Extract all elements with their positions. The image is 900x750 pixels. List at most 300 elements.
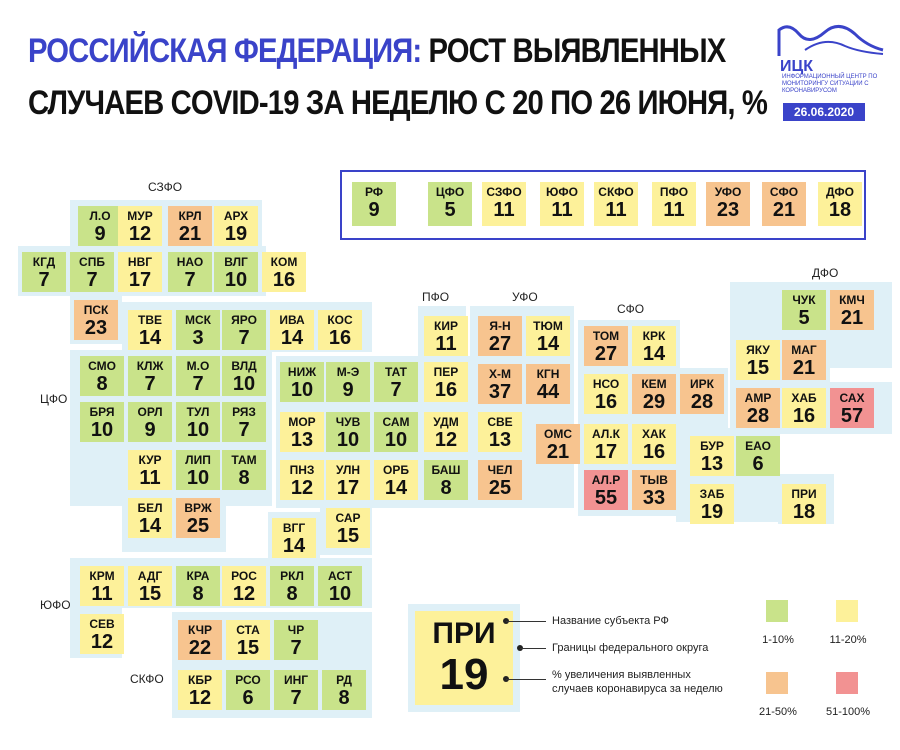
summary-tile (540, 182, 584, 226)
summary-tile-abbr: ПФО (659, 185, 689, 199)
region-tile (736, 340, 780, 380)
region-tile-value: 7 (290, 637, 302, 659)
region-tile-value: 15 (336, 525, 360, 547)
key-callout-name: Название субъекта РФ (552, 615, 669, 627)
region-tile-value: 10 (336, 429, 360, 451)
region-tile (280, 362, 324, 402)
region-tile (632, 374, 676, 414)
summary-tile (352, 182, 396, 226)
region-tile (270, 310, 314, 350)
region-tile-value: 28 (746, 405, 770, 427)
date-badge: 26.06.2020 (783, 103, 865, 121)
region-tile-abbr: ХАБ (791, 391, 817, 405)
region-tile-value: 22 (188, 637, 212, 659)
region-tile (270, 566, 314, 606)
region-tile-abbr: НАО (176, 255, 204, 269)
district-label-sfo: СФО (617, 302, 645, 316)
region-tile (830, 290, 874, 330)
region-tile-value: 7 (38, 269, 50, 291)
region-tile-value: 7 (390, 379, 402, 401)
key-line-border (520, 648, 546, 649)
region-tile-abbr: СВЕ (487, 415, 513, 429)
region-tile-abbr: УДМ (433, 415, 459, 429)
region-tile-value: 12 (128, 223, 152, 245)
region-tile-abbr: КРА (186, 569, 210, 583)
region-tile-abbr: Л.О (89, 209, 111, 223)
region-tile-abbr: КУР (138, 453, 162, 467)
region-tile-abbr: МАГ (791, 343, 817, 357)
region-tile-value: 10 (186, 467, 210, 489)
region-tile-value: 13 (488, 429, 512, 451)
region-tile-abbr: ТАТ (385, 365, 407, 379)
region-tile-abbr: КРЛ (178, 209, 202, 223)
region-tile (536, 424, 580, 464)
region-tile (326, 460, 370, 500)
legend-label: 51-100% (825, 706, 871, 718)
region-tile-abbr: Х-М (489, 367, 511, 381)
summary-tile-abbr: СКФО (598, 185, 634, 199)
region-tile-abbr: Я-Н (489, 319, 511, 333)
title-line-1 (28, 32, 725, 71)
summary-tile (428, 182, 472, 226)
region-tile-abbr: НИЖ (287, 365, 317, 379)
region-tile (478, 364, 522, 404)
region-tile-abbr: ИНГ (283, 673, 309, 687)
summary-tile-abbr: РФ (364, 185, 384, 199)
region-tile (782, 290, 826, 330)
region-tile-abbr: АРХ (223, 209, 249, 223)
region-tile-value: 44 (536, 381, 560, 403)
region-tile-abbr: КГД (32, 255, 56, 269)
region-tile-value: 14 (536, 333, 560, 355)
region-tile (128, 310, 172, 350)
region-tile-abbr: ЛИП (185, 453, 211, 467)
region-tile-abbr: ЯРО (231, 313, 257, 327)
region-tile-value: 16 (328, 327, 352, 349)
region-tile (222, 356, 266, 396)
region-tile-value: 14 (282, 535, 306, 557)
region-tile (222, 566, 266, 606)
region-tile (782, 340, 826, 380)
region-tile-value: 21 (546, 441, 570, 463)
region-tile (70, 252, 114, 292)
region-tile (478, 412, 522, 452)
region-tile (690, 436, 734, 476)
region-tile-abbr: ЧЕЛ (487, 463, 513, 477)
region-tile (274, 620, 318, 660)
region-tile (274, 670, 318, 710)
summary-tile-value: 23 (716, 199, 740, 221)
region-tile-abbr: СМО (88, 359, 116, 373)
region-tile (424, 412, 468, 452)
region-tile-abbr: КБР (188, 673, 212, 687)
district-label-dfo: ДФО (812, 266, 839, 280)
region-tile (176, 498, 220, 538)
region-tile (322, 670, 366, 710)
region-tile-value: 17 (594, 441, 618, 463)
region-tile-value: 10 (384, 429, 408, 451)
region-tile-value: 10 (224, 269, 248, 291)
region-tile (262, 252, 306, 292)
region-tile (272, 518, 316, 558)
summary-tile (594, 182, 638, 226)
region-tile-value: 21 (178, 223, 202, 245)
region-tile (326, 508, 370, 548)
region-tile (214, 252, 258, 292)
legend-label: 21-50% (759, 706, 797, 718)
region-tile-value: 12 (90, 631, 114, 653)
region-tile-value: 9 (94, 223, 106, 245)
region-tile (584, 424, 628, 464)
region-tile-abbr: ТЮМ (533, 319, 563, 333)
region-tile-abbr: БРЯ (89, 405, 115, 419)
region-tile (214, 206, 258, 246)
region-tile-value: 8 (192, 583, 204, 605)
region-tile (280, 460, 324, 500)
region-tile-value: 3 (192, 327, 204, 349)
region-tile-value: 7 (290, 687, 302, 709)
region-tile-abbr: НСО (592, 377, 620, 391)
region-tile-abbr: МСК (185, 313, 211, 327)
summary-tile (762, 182, 806, 226)
region-tile-abbr: ПСК (83, 303, 109, 317)
region-tile-value: 8 (338, 687, 350, 709)
region-tile-abbr: БАШ (431, 463, 461, 477)
region-tile (80, 566, 124, 606)
region-tile-abbr: СПБ (79, 255, 105, 269)
summary-tile-value: 11 (663, 199, 685, 221)
region-tile (222, 310, 266, 350)
region-tile-value: 9 (144, 419, 156, 441)
region-tile (80, 614, 124, 654)
summary-tile-value: 5 (444, 199, 456, 221)
region-tile-value: 14 (384, 477, 408, 499)
region-tile-abbr: ИВА (279, 313, 305, 327)
region-tile-abbr: РЯЗ (232, 405, 256, 419)
district-label-cfo: ЦФО (40, 392, 68, 406)
region-tile-value: 11 (435, 333, 457, 355)
region-tile-abbr: ВГГ (282, 521, 306, 535)
region-tile-value: 16 (434, 379, 458, 401)
region-tile (74, 300, 118, 340)
region-tile-value: 14 (280, 327, 304, 349)
region-tile-abbr: АСТ (327, 569, 353, 583)
region-tile-abbr: АМР (744, 391, 772, 405)
region-tile-abbr: КМЧ (839, 293, 865, 307)
region-tile-value: 27 (488, 333, 512, 355)
region-tile-abbr: САХ (839, 391, 865, 405)
region-tile-value: 15 (746, 357, 770, 379)
region-tile-value: 8 (286, 583, 298, 605)
region-tile (78, 206, 122, 246)
summary-tile-value: 18 (828, 199, 852, 221)
region-tile-value: 23 (84, 317, 108, 339)
region-tile-value: 29 (642, 391, 666, 413)
region-tile (374, 460, 418, 500)
region-tile-abbr: ТВЕ (138, 313, 162, 327)
region-tile (424, 316, 468, 356)
region-tile (118, 252, 162, 292)
legend-label: 1-10% (762, 634, 794, 646)
region-tile-value: 16 (594, 391, 618, 413)
region-tile-value: 18 (792, 501, 816, 523)
region-tile-abbr: ЗАБ (699, 487, 725, 501)
region-tile-abbr: ВРЖ (184, 501, 212, 515)
region-tile (632, 424, 676, 464)
region-tile-value: 10 (186, 419, 210, 441)
region-tile-abbr: РКЛ (280, 569, 304, 583)
region-tile (326, 362, 370, 402)
title-rest: РОСТ ВЫЯВЛЕННЫХ (421, 32, 726, 70)
region-tile (318, 566, 362, 606)
region-tile-value: 10 (328, 583, 352, 605)
region-tile-value: 25 (186, 515, 210, 537)
region-tile (22, 252, 66, 292)
legend-label: 11-20% (829, 634, 867, 646)
region-tile-abbr: КОМ (270, 255, 298, 269)
region-tile (176, 310, 220, 350)
region-tile-value: 8 (440, 477, 452, 499)
region-tile-abbr: ВЛД (231, 359, 257, 373)
region-tile-value: 57 (840, 405, 864, 427)
title-highlight: РОССИЙСКАЯ ФЕДЕРАЦИЯ: (28, 32, 422, 70)
region-tile (128, 566, 172, 606)
logo-subtitle: ИНФОРМАЦИОННЫЙ ЦЕНТР ПО МОНИТОРИНГУ СИТУАЦИИ С КОРОНАВИРУСОМ (782, 74, 878, 94)
region-tile (118, 206, 162, 246)
region-tile-value: 33 (642, 487, 666, 509)
region-tile-abbr: ПНЗ (289, 463, 315, 477)
region-tile-abbr: КЛЖ (136, 359, 164, 373)
region-tile (690, 484, 734, 524)
summary-tile-abbr: СЗФО (486, 185, 522, 199)
district-label-yufo: ЮФО (40, 598, 71, 612)
region-tile (632, 470, 676, 510)
region-tile-abbr: АЛ.Р (591, 473, 621, 487)
region-tile (178, 620, 222, 660)
region-tile-abbr: ЧУВ (335, 415, 361, 429)
summary-tile-value: 11 (493, 199, 515, 221)
region-tile (424, 362, 468, 402)
region-tile-abbr: КЕМ (641, 377, 667, 391)
summary-tile-abbr: ДФО (826, 185, 854, 199)
region-tile (326, 412, 370, 452)
region-tile (782, 388, 826, 428)
region-tile (424, 460, 468, 500)
region-tile-abbr: САМ (382, 415, 410, 429)
legend-swatch (766, 600, 788, 622)
region-tile (782, 484, 826, 524)
region-tile-abbr: БУР (700, 439, 724, 453)
region-tile-value: 12 (290, 477, 314, 499)
legend-swatch (766, 672, 788, 694)
region-tile-value: 12 (434, 429, 458, 451)
region-tile-value: 19 (224, 223, 248, 245)
region-tile (680, 374, 724, 414)
region-tile-value: 13 (290, 429, 314, 451)
region-tile (478, 316, 522, 356)
region-tile-value: 8 (96, 373, 108, 395)
region-tile-value: 10 (290, 379, 314, 401)
summary-tile-value: 11 (605, 199, 627, 221)
region-tile (736, 436, 780, 476)
summary-tile-abbr: ЮФО (546, 185, 578, 199)
region-tile-value: 37 (488, 381, 512, 403)
region-tile-abbr: ТОМ (592, 329, 620, 343)
region-tile-value: 27 (594, 343, 618, 365)
region-tile (374, 412, 418, 452)
region-tile (226, 670, 270, 710)
region-tile (226, 620, 270, 660)
key-tile-value: 19 (439, 650, 489, 699)
region-tile-abbr: АЛ.К (592, 427, 620, 441)
key-callout-percent: % увеличения выявленных случаев коронавируса за неделю (552, 669, 723, 695)
region-tile-abbr: РД (336, 673, 352, 687)
region-tile-value: 12 (188, 687, 212, 709)
region-tile-abbr: ЧР (287, 623, 305, 637)
region-tile-value: 16 (792, 405, 816, 427)
summary-tile (706, 182, 750, 226)
region-tile-value: 7 (238, 419, 250, 441)
region-tile (222, 450, 266, 490)
region-tile-value: 10 (90, 419, 114, 441)
region-tile-value: 7 (86, 269, 98, 291)
region-tile-value: 12 (232, 583, 256, 605)
region-tile-abbr: ПЕР (433, 365, 459, 379)
region-tile-abbr: КГН (536, 367, 560, 381)
region-tile (584, 374, 628, 414)
region-tile-abbr: ОРБ (383, 463, 409, 477)
summary-tile-abbr: УФО (714, 185, 742, 199)
region-tile (584, 326, 628, 366)
region-tile-value: 7 (238, 327, 250, 349)
region-tile-value: 15 (236, 637, 260, 659)
region-tile (128, 450, 172, 490)
region-tile (584, 470, 628, 510)
summary-tile-abbr: ЦФО (435, 185, 465, 199)
region-tile-abbr: ЕАО (745, 439, 771, 453)
region-tile-value: 16 (272, 269, 296, 291)
region-tile-value: 9 (342, 379, 354, 401)
summary-tile (818, 182, 862, 226)
region-tile (128, 402, 172, 442)
region-tile-abbr: ТЫВ (640, 473, 668, 487)
region-tile-abbr: ВЛГ (224, 255, 248, 269)
region-tile-abbr: КРМ (89, 569, 115, 583)
region-tile-value: 7 (192, 373, 204, 395)
summary-tile-abbr: СФО (769, 185, 799, 199)
region-tile-abbr: ЯКУ (746, 343, 770, 357)
region-tile (280, 412, 324, 452)
region-tile (526, 316, 570, 356)
district-label-ufo: УФО (512, 290, 538, 304)
region-tile-abbr: ХАК (642, 427, 666, 441)
region-tile-abbr: СЕВ (89, 617, 115, 631)
region-tile-abbr: НВГ (127, 255, 153, 269)
region-tile-abbr: ОРЛ (137, 405, 163, 419)
region-tile-value: 7 (144, 373, 156, 395)
region-tile-value: 6 (752, 453, 764, 475)
region-tile-abbr: М.О (186, 359, 210, 373)
region-tile (830, 388, 874, 428)
legend-swatch (836, 600, 858, 622)
key-callout-border: Границы федерального округа (552, 642, 709, 654)
region-tile-abbr: СТА (236, 623, 260, 637)
region-tile (478, 460, 522, 500)
legend-swatch (836, 672, 858, 694)
region-tile-abbr: КИР (434, 319, 458, 333)
region-tile-abbr: ПРИ (791, 487, 817, 501)
region-tile-value: 28 (690, 391, 714, 413)
region-tile (222, 402, 266, 442)
region-tile-abbr: ИРК (690, 377, 714, 391)
region-tile-value: 5 (798, 307, 810, 329)
region-tile (526, 364, 570, 404)
region-tile (736, 388, 780, 428)
district-label-szfo: СЗФО (148, 180, 183, 194)
itsk-logo (775, 20, 890, 60)
logo-name: ИЦК (780, 58, 813, 75)
region-tile-value: 16 (642, 441, 666, 463)
region-tile (176, 402, 220, 442)
region-tile-abbr: САР (335, 511, 361, 525)
region-tile-abbr: ТАМ (231, 453, 257, 467)
region-tile-value: 21 (840, 307, 864, 329)
region-tile-abbr: АДГ (137, 569, 163, 583)
region-tile-value: 21 (792, 357, 816, 379)
summary-tile-value: 21 (772, 199, 796, 221)
title-line-2: СЛУЧАЕВ COVID-19 ЗА НЕДЕЛЮ С 20 ПО 26 ИЮНЯ, % (28, 84, 768, 122)
summary-tile-value: 9 (368, 199, 380, 221)
region-tile-abbr: М-Э (336, 365, 360, 379)
region-tile-abbr: РСО (235, 673, 261, 687)
region-tile (176, 450, 220, 490)
region-tile (318, 310, 362, 350)
region-tile-abbr: КОС (327, 313, 353, 327)
region-tile-abbr: ОМС (544, 427, 572, 441)
region-tile-value: 10 (232, 373, 256, 395)
region-tile-value: 17 (336, 477, 360, 499)
region-tile-value: 8 (238, 467, 250, 489)
region-tile (176, 356, 220, 396)
key-line-name (506, 621, 546, 622)
region-tile (128, 356, 172, 396)
district-label-pfo: ПФО (422, 290, 450, 304)
region-tile-value: 25 (488, 477, 512, 499)
region-tile (80, 402, 124, 442)
region-tile (176, 566, 220, 606)
region-tile-value: 13 (700, 453, 724, 475)
region-tile-abbr: КЧР (187, 623, 213, 637)
region-tile-abbr: КРК (642, 329, 666, 343)
region-tile-value: 7 (184, 269, 196, 291)
region-tile-value: 11 (91, 583, 113, 605)
region-tile-abbr: ТУЛ (186, 405, 210, 419)
region-tile-value: 55 (594, 487, 618, 509)
region-tile-abbr: МОР (288, 415, 316, 429)
region-tile-abbr: РОС (231, 569, 257, 583)
key-line-percent (506, 679, 546, 680)
region-tile-value: 15 (138, 583, 162, 605)
region-tile (374, 362, 418, 402)
region-tile-value: 17 (128, 269, 152, 291)
region-tile-value: 11 (139, 467, 161, 489)
summary-tile-value: 11 (551, 199, 573, 221)
key-tile-abbr: ПРИ (432, 617, 496, 650)
summary-tile (482, 182, 526, 226)
region-tile-value: 14 (138, 327, 162, 349)
region-tile-value: 14 (642, 343, 666, 365)
region-tile-value: 19 (700, 501, 724, 523)
